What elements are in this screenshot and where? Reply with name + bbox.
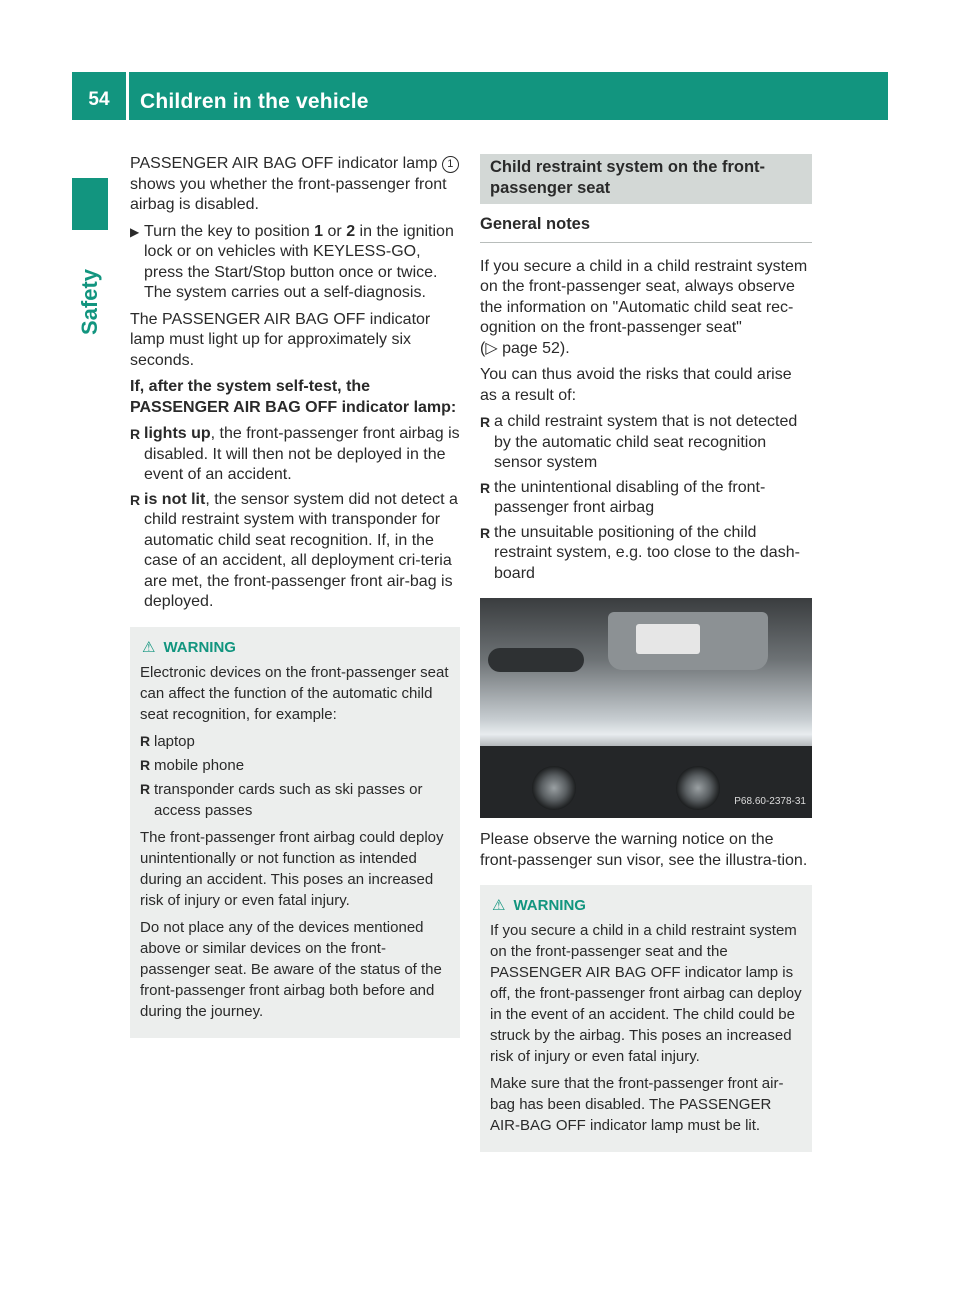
right-column xyxy=(480,154,812,1152)
warning-paragraph: If you secure a child in a child restraint system on the front-passenger seat and the PASSENGER AIR BAG OFF indicator lamp is off, the front-passenger front airbag can deploy in the event of an accident. The child could be struck by the airbag. This poses an increased risk of injury or even fatal injury. xyxy=(490,922,802,1065)
risks-intro: You can thus avoid the risks that could arise as a result of: xyxy=(480,366,792,404)
warning-box-electronics xyxy=(130,627,460,1038)
list-item: R is not lit, the sensor system did not detect a child restraint system with transponder for automatic child seat recognition. If, in the case of an accident, all deployment cri-teria are met, the front-passenger front air-bag is deployed. xyxy=(130,490,458,610)
warning-box-airbag xyxy=(480,885,812,1152)
airbag-warning-label xyxy=(636,624,700,654)
page-number: 54 xyxy=(88,89,110,110)
instruction-step: ▶ Turn the key to position 1 or 2 in the ignition lock or on vehicles with KEYLESS-GO, press the Start/Stop button once or twice. The system carries out a self-diagnosis. xyxy=(130,222,454,301)
section-heading: Child restraint system on the front-passenger seat xyxy=(480,154,812,204)
warning-paragraph: The front-passenger front airbag could deploy unintentionally or not function as intended during an accident. This poses an increased risk of injury or even fatal injury. xyxy=(140,828,444,909)
bullet-icon: R xyxy=(130,426,141,442)
air-vent-icon xyxy=(532,766,576,810)
indicator-paragraph: The PASSENGER AIR BAG OFF indicator lamp must light up for approximately six seconds. xyxy=(130,310,431,369)
list-item: R the unsuitable positioning of the child restraint system, e.g. too close to the dash-board xyxy=(480,523,800,582)
step-arrow-icon: ▶ xyxy=(130,224,140,239)
bullet-icon: R xyxy=(480,479,491,496)
list-item: R the unintentional disabling of the front-passenger front airbag xyxy=(480,478,766,516)
list-item: R laptop xyxy=(140,732,195,750)
list-item: R mobile phone xyxy=(140,756,245,774)
list-item: R transponder cards such as ski passes or access passes xyxy=(140,780,423,819)
rearview-mirror xyxy=(488,648,584,672)
warning-triangle-icon: ⚠ xyxy=(142,638,156,656)
warning-heading: ⚠ WARNING xyxy=(142,638,236,656)
indicator-result-list xyxy=(130,424,460,613)
page-reference-link[interactable]: page 52). xyxy=(502,339,570,357)
side-tab-label: Safety xyxy=(77,268,102,335)
self-test-heading: If, after the system self-test, the PASSENGER AIR BAG OFF indicator lamp: xyxy=(130,378,457,416)
side-tab-marker xyxy=(72,178,108,230)
step-note: The system carries out a self-diagnosis. xyxy=(144,284,426,301)
page-title: Children in the vehicle xyxy=(140,90,369,113)
bullet-icon: R xyxy=(480,414,491,430)
page-reference-icon: ▷ xyxy=(485,339,498,357)
left-column xyxy=(130,154,460,1038)
sun-visor-illustration xyxy=(480,598,812,818)
observe-paragraph: Please observe the warning notice on the front-passenger sun visor, see the illustra-tion. xyxy=(480,831,808,869)
device-list xyxy=(140,731,450,821)
general-notes-paragraph: If you secure a child in a child restraint system on the front-passenger seat, always observe the information on "Automatic child seat rec-ognition on the front-passenger seat" (▷ page 52). xyxy=(480,257,808,357)
page-header xyxy=(72,72,888,120)
warning-intro: Electronic devices on the front-passenger seat can affect the function of the automatic child seat recognition, for example: xyxy=(140,663,449,723)
bullet-icon: R xyxy=(480,524,491,541)
subheading: General notes xyxy=(480,214,812,243)
bullet-icon: R xyxy=(140,732,151,749)
intro-paragraph: PASSENGER AIR BAG OFF indicator lamp 1 shows you whether the front-passenger front airbag is disabled. xyxy=(130,154,460,216)
list-item: R lights up, the front-passenger front airbag is disabled. It will then not be deployed in the event of an accident. xyxy=(130,425,460,483)
warning-triangle-icon: ⚠ xyxy=(492,897,506,914)
header-divider xyxy=(126,72,129,120)
warning-heading: ⚠ WARNING xyxy=(492,897,586,914)
bullet-icon: R xyxy=(140,780,151,797)
illustration-code: P68.60-2378-31 xyxy=(734,795,806,807)
callout-1-icon: 1 xyxy=(442,156,459,173)
air-vent-icon xyxy=(676,766,720,810)
list-item: R a child restraint system that is not detected by the automatic child seat recognition sensor system xyxy=(480,413,798,471)
warning-paragraph: Make sure that the front-passenger front air-bag has been disabled. The PASSENGER AIR-BAG OFF indicator lamp must be lit. xyxy=(490,1075,784,1134)
warning-paragraph: Do not place any of the devices mentioned above or similar devices on the front-passenger seat. Be aware of the status of the front-passenger front airbag both before and during the journey. xyxy=(140,918,442,1020)
risk-list xyxy=(480,412,812,584)
bullet-icon: R xyxy=(140,756,151,773)
bullet-icon: R xyxy=(130,491,141,508)
